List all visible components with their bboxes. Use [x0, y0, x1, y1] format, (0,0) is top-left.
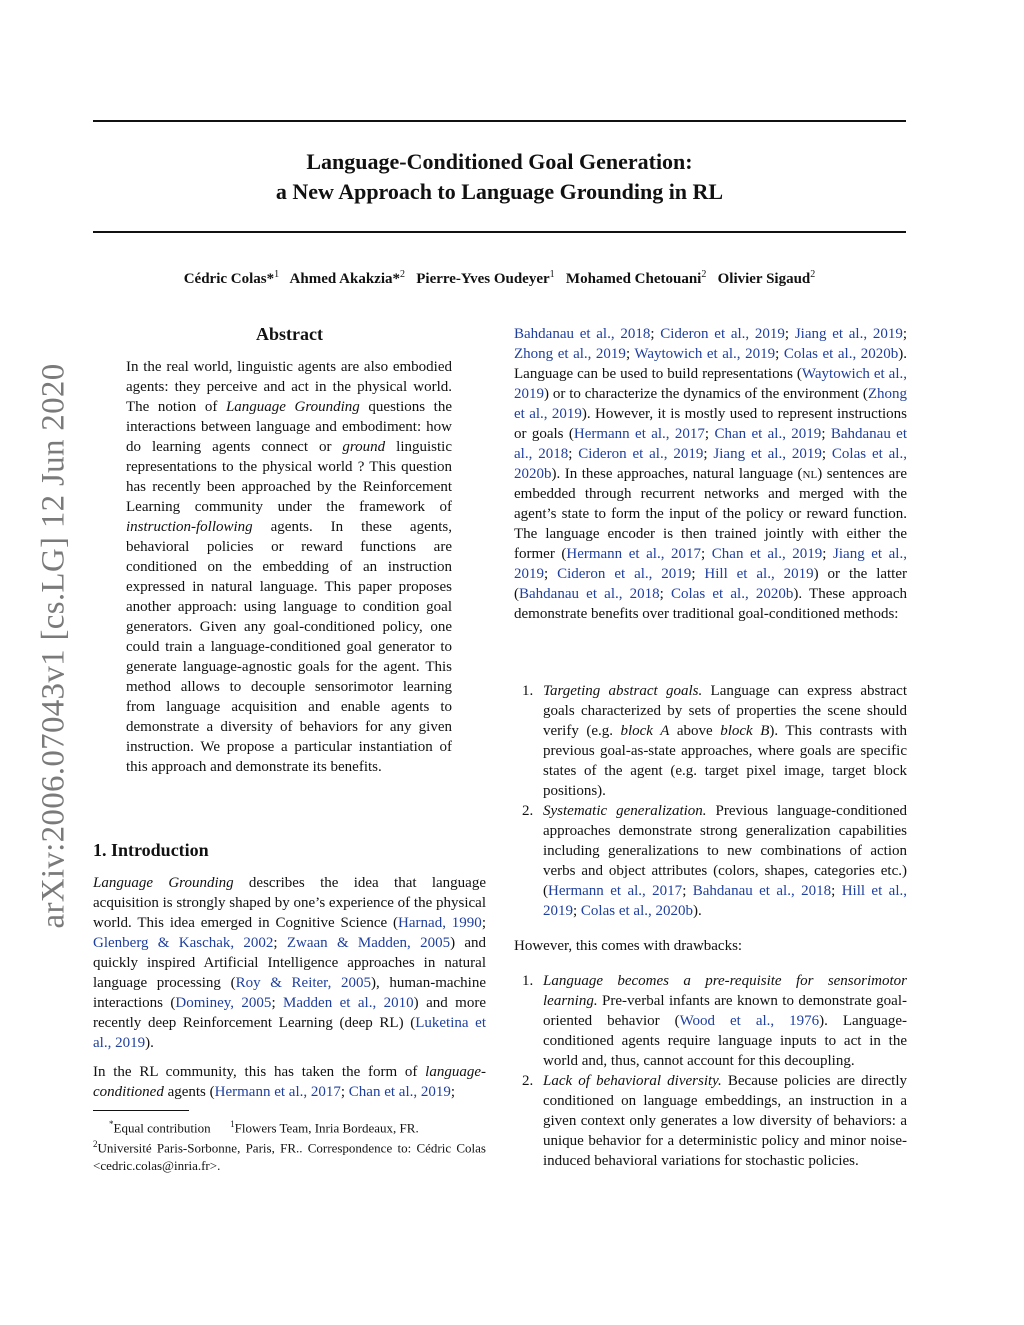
title-rule-top [93, 120, 906, 122]
intro-paragraph-1: Language Grounding describes the idea that language acquisition is strongly shaped by one’s experience of the physical world. This idea emerged in Cognitive Science (Harnad, 1990; Glenberg & Kaschak, 2002; Zwaan & Madden, 2005) and quickly inspired Artificial Intelligence approaches in natural language processing (Roy & Reiter, 2005), human-machine interactions (Dominey, 2005; Madden et al., 2010) and more recently deep Reinforcement Learning (deep RL) (Luketina et al., 2019). [93, 875, 487, 1051]
text: ). However, it is mostly used to represent instructions or goals ( [514, 406, 907, 442]
citation-link[interactable]: Chan et al., 2019 [714, 426, 822, 442]
text: ). [145, 1035, 154, 1051]
text: ). In these approaches, natural language ( [551, 466, 803, 482]
emphasis: block B [720, 723, 770, 739]
list-item: 2. Systematic generalization. Previous language-conditioned approaches demonstrate strong generalization capabilities including generalizations to new combinations of action verbs and object attributes (colors, shapes, categories etc.) (Hermann et al., 2017; Bahdanau et al., 2018; Hill et al., 2019; Colas et al., 2020b). [522, 803, 907, 919]
text: questions the interactions between language and embodiment: how do learning agents connect or [126, 399, 452, 455]
citation-link[interactable]: Luketina et al., 2019 [93, 1015, 486, 1051]
author-name: Olivier Sigaud [717, 271, 811, 287]
footnote-rule [93, 1110, 189, 1111]
text: ). These approach demonstrate benefits over traditional goal-conditioned methods: [514, 586, 908, 622]
citation-link[interactable]: Zhong et al., 2019 [514, 346, 626, 362]
text: ). Language can be used to build representations ( [514, 346, 907, 382]
citation-link[interactable]: Wood et al., 1976 [679, 1013, 820, 1029]
emphasis: Lack of behavioral diversity. [543, 1073, 722, 1089]
affiliation-mark: 1 [274, 269, 280, 280]
citation-link[interactable]: Bahdanau et al., 2018 [692, 883, 832, 899]
list-number: 1. [522, 683, 534, 699]
author-name: Pierre-Yves Oudeyer [416, 271, 550, 287]
citation-link[interactable]: Hill et al., 2019 [543, 883, 907, 919]
text: Language can express abstract goals characterized by sets of properties the scene should verify (e.g. [543, 683, 907, 739]
text: In the RL community, this has taken the form of [93, 1064, 426, 1080]
citation-link[interactable]: Roy & Reiter, 2005 [235, 975, 371, 991]
citation-link[interactable]: Zhong et al., 2019 [514, 386, 907, 422]
text: ). Language-conditioned agents require language inputs to act in the world and, thus, cannot account for this decoupling. [543, 1013, 907, 1069]
citation-link[interactable]: Chan et al., 2019 [711, 546, 823, 562]
citation-link[interactable]: Jiang et al., 2019 [713, 446, 822, 462]
citation-link[interactable]: Hermann et al., 2017 [214, 1084, 341, 1100]
text: Pre-verbal infants are known to demonstrate goal-oriented behavior ( [543, 993, 907, 1029]
citation-link[interactable]: Colas et al., 2020b [783, 346, 899, 362]
citation-link[interactable]: Cideron et al., 2019 [557, 566, 692, 582]
intro-paragraph-2: In the RL community, this has taken the form of language-conditioned agents (Hermann et al., 2017; Chan et al., 2019; [93, 1064, 486, 1100]
abbreviation: nl [802, 466, 818, 482]
citation-link[interactable]: Bahdanau et al., 2018 [514, 326, 651, 342]
footnote-mark: 1 [230, 1119, 235, 1129]
affiliation-mark: 2 [399, 269, 405, 280]
emphasis: Systematic generalization. [543, 803, 707, 819]
author-name: Cédric Colas* [183, 271, 275, 287]
citation-link[interactable]: Waytowich et al., 2019 [634, 346, 776, 362]
citation-link[interactable]: Zwaan & Madden, 2005 [286, 935, 451, 951]
author-name: Ahmed Akakzia* [289, 271, 400, 287]
text: ; [450, 1084, 456, 1100]
author-name: Mohamed Chetouani [565, 271, 702, 287]
citation-link[interactable]: Madden et al., 2010 [283, 995, 414, 1011]
text: ) sentences are embedded through recurrent networks and merged with the agent’s state to form the input of the policy or reward function. The language encoder is then trained jointly with either the former ( [514, 466, 907, 562]
text: describes the idea that language acquisition is strongly shaped by one’s experience of the physical world. This idea emerged in Cognitive Science ( [93, 875, 486, 931]
section-heading-introduction: 1. Introduction [93, 840, 209, 860]
citation-link[interactable]: Bahdanau et al., 2018 [519, 586, 660, 602]
emphasis: Language becomes a pre-requisite for sensorimotor learning. [543, 973, 907, 1009]
affiliation-mark: 2 [701, 269, 707, 280]
citation-link[interactable]: Hermann et al., 2017 [566, 546, 702, 562]
text: ). This contrasts with previous goal-as-state approaches, where goals are specific states of the agent (e.g. target pixel image, target block positions). [543, 723, 907, 799]
citation-link[interactable]: Jiang et al., 2019 [514, 546, 907, 582]
citation-link[interactable]: Colas et al., 2020b [580, 903, 693, 919]
title-rule-bottom [93, 231, 906, 233]
author-list [93, 265, 906, 289]
text: Previous language-conditioned approaches demonstrate strong generalization capabilities including generalizations to new combinations of action verbs and object attributes (colors, shapes, categories etc.) ( [543, 803, 907, 899]
emphasis: instruction-following [126, 519, 253, 535]
citation-link[interactable]: Harnad, 1990 [398, 915, 482, 931]
arxiv-stamp: arXiv:2006.07043v1 [cs.LG] 12 Jun 2020 [35, 363, 72, 929]
text: In the real world, linguistic agents are also embodied agents: they perceive and act in the physical world. The notion of [126, 359, 452, 415]
text: ) and more recently deep Reinforcement Learning (deep RL) ( [93, 995, 486, 1031]
text: ) or to characterize the dynamics of the environment ( [544, 386, 868, 402]
text: ) or the latter ( [514, 566, 908, 602]
list-number: 2. [522, 1073, 534, 1089]
footnote-mark: * [109, 1119, 114, 1129]
affiliation-mark: 1 [549, 269, 555, 280]
text: ) and quickly inspired Artificial Intelligence approaches in natural language processing ( [93, 935, 487, 991]
text: Equal contribution [113, 1120, 211, 1136]
citation-link[interactable]: Hermann et al., 2017 [573, 426, 705, 442]
citation-link[interactable]: Chan et al., 2019 [348, 1084, 451, 1100]
affiliation-mark: 2 [810, 269, 816, 280]
citation-link[interactable]: Hermann et al., 2017 [548, 883, 683, 899]
paper-title-line-1: Language-Conditioned Goal Generation: [306, 149, 693, 174]
emphasis: ground [342, 439, 386, 455]
list-item [514, 1071, 907, 1171]
drawbacks-list [514, 971, 907, 1171]
text: linguistic representations to the physical world ? This question has recently been approached by the Reinforcement Learning community under the framework of [126, 439, 452, 515]
list-number: 1. [522, 973, 534, 989]
paper-title-line-2: a New Approach to Language Grounding in RL [275, 179, 724, 204]
citation-link[interactable]: Glenberg & Kaschak, 2002 [93, 935, 274, 951]
abstract-heading: Abstract [256, 324, 323, 344]
citation-link[interactable]: Waytowich et al., 2019 [514, 366, 907, 402]
citation-link[interactable]: Hill et al., 2019 [704, 566, 814, 582]
citation-link[interactable]: Colas et al., 2020b [671, 586, 794, 602]
benefits-list [514, 681, 907, 921]
list-number: 2. [522, 803, 534, 819]
citation-link[interactable]: Cideron et al., 2019 [578, 446, 704, 462]
citation-link[interactable]: Cideron et al., 2019 [660, 326, 785, 342]
emphasis: Language Grounding [93, 875, 234, 891]
emphasis: language-conditioned [93, 1064, 486, 1100]
emphasis: Targeting abstract goals. [543, 683, 703, 699]
emphasis: block A [620, 723, 670, 739]
citation-link[interactable]: Jiang et al., 2019 [794, 326, 903, 342]
footnote-mark: 2 [93, 1139, 98, 1150]
citation-link[interactable]: Colas et al., 2020b [514, 446, 907, 482]
text: above [669, 723, 721, 739]
list-item [514, 681, 907, 801]
text: Flowers Team, Inria Bordeaux, FR. [234, 1120, 419, 1136]
drawbacks-intro: However, this comes with drawbacks: [514, 938, 743, 954]
text: agents ( [163, 1084, 215, 1100]
abstract-body [126, 357, 452, 777]
text: Université Paris-Sorbonne, Paris, FR.. Correspondence to: Cédric Colas <cedric.colas@inria.fr>. [93, 1140, 486, 1173]
emphasis: Language Grounding [225, 399, 360, 415]
text: ). [693, 903, 702, 919]
right-column-paragraph: Bahdanau et al., 2018; Cideron et al., 2019; Jiang et al., 2019; Zhong et al., 2019; Waytowich et al., 2019; Colas et al., 2020b). Language can be used to build representations (Waytowich et al., 2019) or to characterize the dynamics of the environment (Zhong et al., 2019). However, it is mostly used to represent instructions or goals (Hermann et al., 2017; Chan et al., 2019; Bahdanau et al., 2018; Cideron et al., 2019; Jiang et al., 2019; Colas et al., 2020b). In these approaches, natural language (nl) sentences are embedded through recurrent networks and merged with the agent’s state to form the input of the policy or reward function. The language encoder is then trained jointly with either the former (Hermann et al., 2017; Chan et al., 2019; Jiang et al., 2019; Cideron et al., 2019; Hill et al., 2019) or the latter (Bahdanau et al., 2018; Colas et al., 2020b). These approach demonstrate benefits over traditional goal-conditioned methods: [514, 326, 908, 622]
text: Because policies are directly conditioned on language embeddings, an instruction in a given context only generates a low diversity of behaviors: a unique behavior for a deterministic policy and minor noise-induced behavioral variations for stochastic policies. [543, 1073, 907, 1169]
text: ), human-machine interactions ( [93, 975, 486, 1011]
footnote [93, 1116, 486, 1174]
citation-link[interactable]: Dominey, 2005 [175, 995, 272, 1011]
list-item [514, 971, 907, 1071]
citation-link[interactable]: Bahdanau et al., 2018 [514, 426, 908, 462]
text: agents. In these agents, behavioral policies or reward functions are conditioned on the embedding of an instruction expressed in natural language. This paper proposes another approach: using language to condition goal generators. Given any goal-conditioned policy, one could train a language-conditioned goal generator to generate language-agnostic goals for the agent. This method allows to decouple sensorimotor learning from language acquisition and enable agents to demonstrate a diversity of behaviors for any given instruction. We propose a particular instantiation of this approach and demonstrate its benefits. [126, 519, 452, 775]
